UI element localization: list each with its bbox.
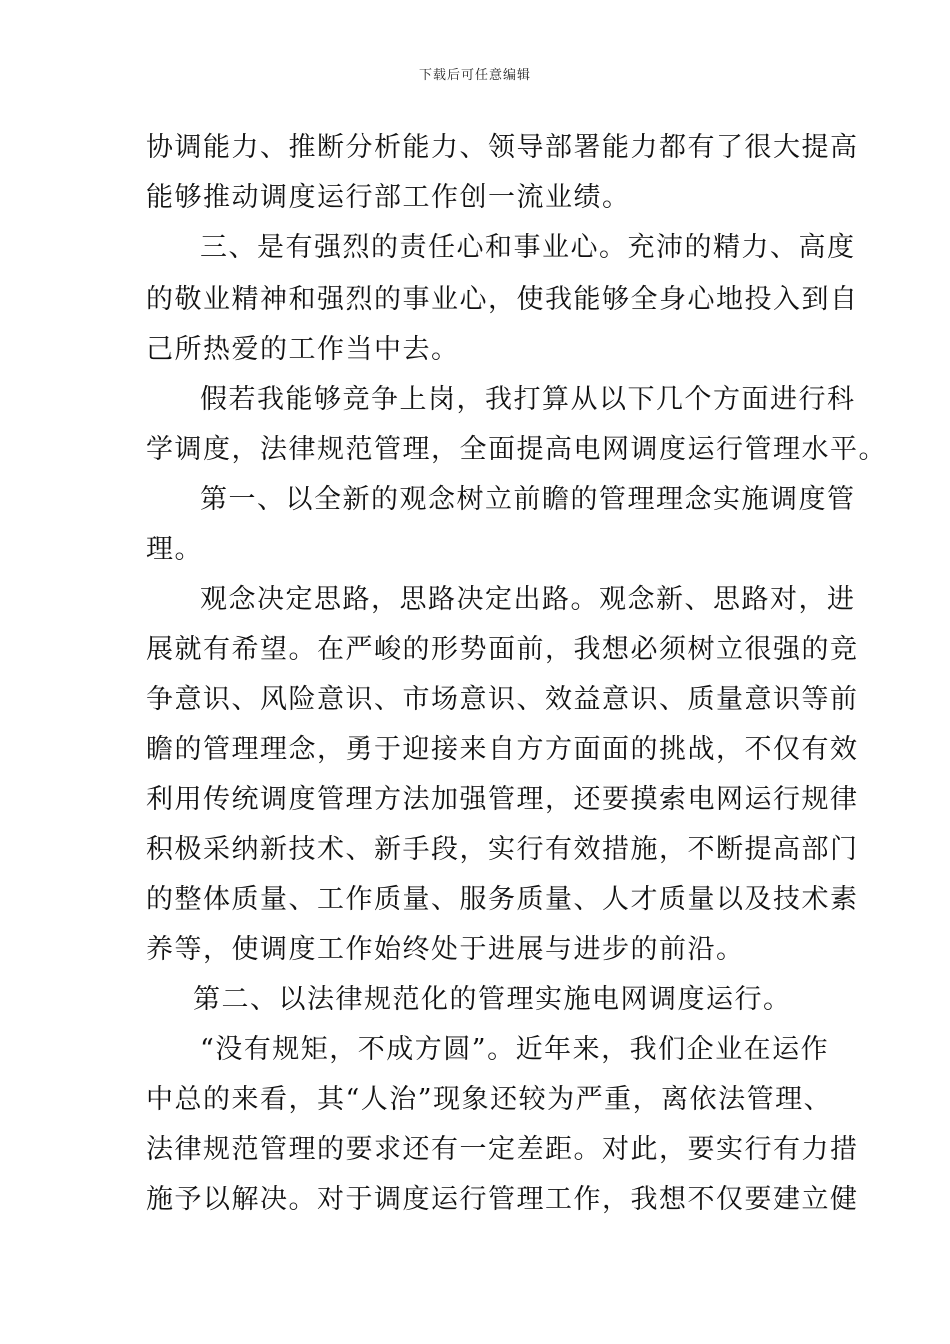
text-line: 瞻的管理理念，勇于迎接来自方方面面的挑战，不仅有效 xyxy=(146,734,859,765)
text-line: 的敬业精神和强烈的事业心，使我能够全身心地投入到自 xyxy=(146,284,859,315)
text-line: 第一、以全新的观念树立前瞻的管理理念实施调度管 xyxy=(200,484,856,515)
text-line: 的整体质量、工作质量、服务质量、人才质量以及技术素 xyxy=(146,884,859,915)
page-header: 下载后可任意编辑 xyxy=(418,68,531,83)
text-line: 假若我能够竞争上岗，我打算从以下几个方面进行科 xyxy=(200,384,856,415)
text-line: 观念决定思路，思路决定出路。观念新、思路对，进 xyxy=(200,584,856,615)
text-line: 能够推动调度运行部工作创一流业绩。 xyxy=(146,182,631,213)
text-line: 协调能力、推断分析能力、领导部署能力都有了很大提高 xyxy=(146,132,859,163)
text-line: 展就有希望。在严峻的形势面前，我想必须树立很强的竞 xyxy=(146,634,859,665)
text-line: 理。 xyxy=(146,534,203,565)
text-line: “没有规矩，不成方圆”。近年来，我们企业在运作 xyxy=(200,1034,830,1065)
text-line: 第二、以法律规范化的管理实施电网调度运行。 xyxy=(193,984,792,1015)
text-line: 三、是有强烈的责任心和事业心。充沛的精力、高度 xyxy=(200,232,856,263)
text-line: 学调度，法律规范管理，全面提高电网调度运行管理水平。 xyxy=(146,434,887,465)
text-line: 中总的来看，其“人治”现象还较为严重，离依法管理、 xyxy=(146,1084,833,1115)
text-line: 养等，使调度工作始终处于进展与进步的前沿。 xyxy=(146,934,745,965)
text-line: 利用传统调度管理方法加强管理，还要摸索电网运行规律 xyxy=(146,784,859,815)
text-line: 施予以解决。对于调度运行管理工作，我想不仅要建立健 xyxy=(146,1184,859,1215)
text-line: 积极采纳新技术、新手段，实行有效措施，不断提高部门 xyxy=(146,834,859,865)
text-line: 争意识、风险意识、市场意识、效益意识、质量意识等前 xyxy=(146,684,859,715)
text-line: 法律规范管理的要求还有一定差距。对此，要实行有力措 xyxy=(146,1134,859,1165)
text-line: 己所热爱的工作当中去。 xyxy=(146,334,460,365)
